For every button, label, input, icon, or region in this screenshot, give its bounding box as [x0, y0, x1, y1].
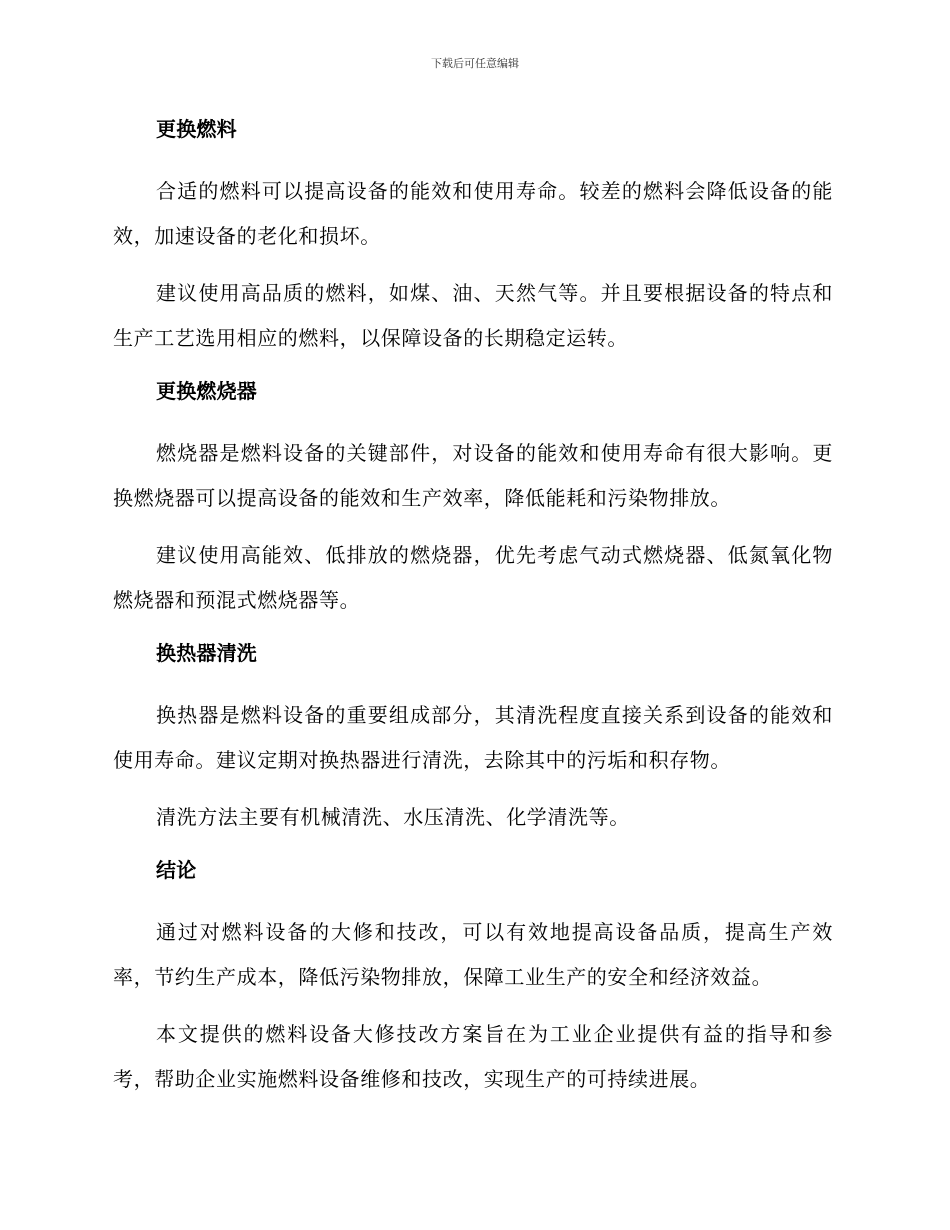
paragraph: 换热器是燃料设备的重要组成部分，其清洗程度直接关系到设备的能效和使用寿命。建议定期对换热器进行清洗，去除其中的污垢和积存物。: [113, 703, 833, 772]
document-body: [113, 111, 833, 1102]
section-heading: 更换燃烧器: [156, 379, 257, 403]
section-heading: 结论: [156, 858, 197, 882]
header-note: 下载后可任意编辑: [431, 57, 519, 70]
paragraph: 建议使用高品质的燃料，如煤、油、天然气等。并且要根据设备的特点和生产工艺选用相应的燃料，以保障设备的长期稳定运转。: [113, 281, 833, 350]
section-heading: 更换燃料: [156, 117, 237, 141]
paragraph: 建议使用高能效、低排放的燃烧器，优先考虑气动式燃烧器、低氮氧化物燃烧器和预混式燃烧器等。: [113, 543, 833, 612]
paragraph: 通过对燃料设备的大修和技改，可以有效地提高设备品质，提高生产效率，节约生产成本，降低污染物排放，保障工业生产的安全和经济效益。: [113, 920, 833, 989]
paragraph: 燃烧器是燃料设备的关键部件，对设备的能效和使用寿命有很大影响。更换燃烧器可以提高设备的能效和生产效率，降低能耗和污染物排放。: [113, 441, 833, 510]
paragraph: 合适的燃料可以提高设备的能效和使用寿命。较差的燃料会降低设备的能效，加速设备的老化和损坏。: [113, 179, 833, 248]
section-heading: 换热器清洗: [156, 641, 257, 665]
paragraph: 清洗方法主要有机械清洗、水压清洗、化学清洗等。: [156, 805, 630, 829]
paragraph: 本文提供的燃料设备大修技改方案旨在为工业企业提供有益的指导和参考，帮助企业实施燃料设备维修和技改，实现生产的可持续进展。: [113, 1022, 833, 1091]
